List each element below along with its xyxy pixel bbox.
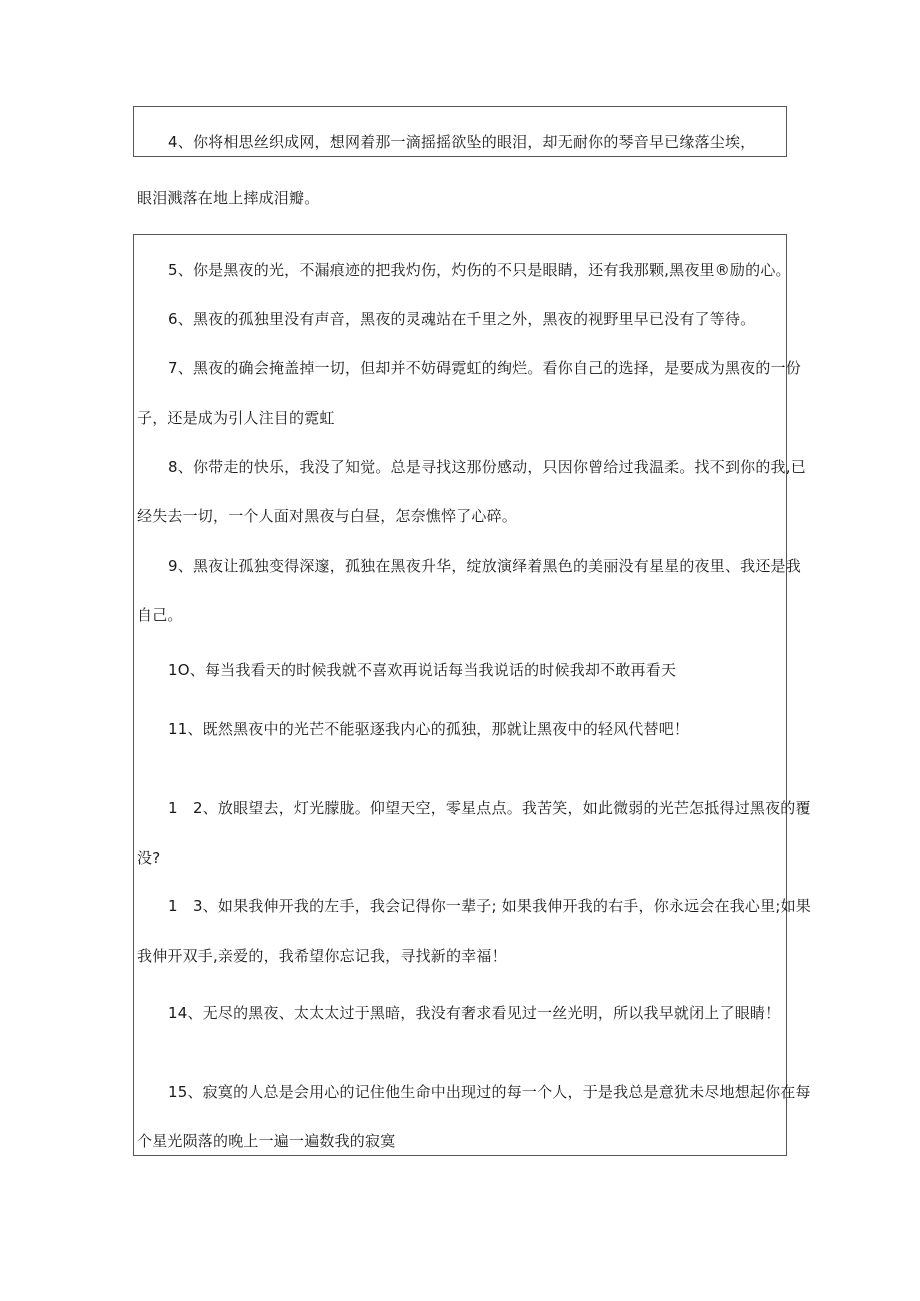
text-line-item-6: 6、黑夜的孤独里没有声音，黑夜的灵魂站在千里之外，黑夜的视野里早已没有了等待。 [168,310,756,328]
text-line-item-10: 1O、每当我看天的时候我就不喜欢再说话每当我说话的时候我却不敢再看天 [168,661,677,679]
text-line-item-9-continued: 自己。 [137,606,183,624]
text-line-item-12: 1 2、放眼望去，灯光朦胧。仰望天空，零星点点。我苦笑，如此微弱的光芒怎抵得过黑夜的覆 [168,799,811,817]
text-line-item-15-continued: 个星光陨落的晚上一遍一遍数我的寂寞 [137,1132,396,1150]
text-line-item-8-continued: 经失去一切，一个人面对黑夜与白昼，怎奈憔悴了心碎。 [137,507,518,525]
text-line-item-13: 1 3、如果我伸开我的左手，我会记得你一辈子; 如果我伸开我的右手，你永远会在我心里;如果 [168,897,811,915]
text-line-item-15: 15、寂寞的人总是会用心的记住他生命中出现过的每一个人，于是我总是意犹未尽地想起你在每 [168,1083,811,1101]
text-line-item-7-continued: 子，还是成为引人注目的霓虹 [137,409,335,427]
text-line-item-8: 8、你带走的快乐，我没了知觉。总是寻找这那份感动，只因你曾给过我温柔。找不到你的我,已 [168,458,806,476]
text-line-item-4-continued: 眼泪溅落在地上摔成泪瓣。 [137,189,320,207]
text-line-item-11: 11、既然黑夜中的光芒不能驱逐我内心的孤独，那就让黑夜中的轻风代替吧！ [168,720,690,738]
text-line-item-13-continued: 我伸开双手,亲爱的，我希望你忘记我，寻找新的幸福！ [137,947,507,965]
text-line-item-9: 9、黑夜让孤独变得深邃，孤独在黑夜升华，绽放演绎着黑色的美丽没有星星的夜里、我还是我 [168,557,801,575]
text-line-item-5: 5、你是黑夜的光，不漏痕迹的把我灼伤，灼伤的不只是眼睛，还有我那颗,黑夜里®励的心。 [168,261,791,279]
text-line-item-4: 4、你将相思丝织成网，想网着那一滴摇摇欲坠的眼泪，却无耐你的琴音早已缘落尘埃， [168,133,756,151]
text-line-item-7: 7、黑夜的确会掩盖掉一切，但却并不妨碍霓虹的绚烂。看你自己的选择，是要成为黑夜的一份 [168,359,801,377]
text-line-item-14: 14、无尽的黑夜、太太太过于黑暗，我没有奢求看见过一丝光明，所以我早就闭上了眼睛！ [168,1004,781,1022]
text-line-item-12-continued: 没? [137,849,161,867]
